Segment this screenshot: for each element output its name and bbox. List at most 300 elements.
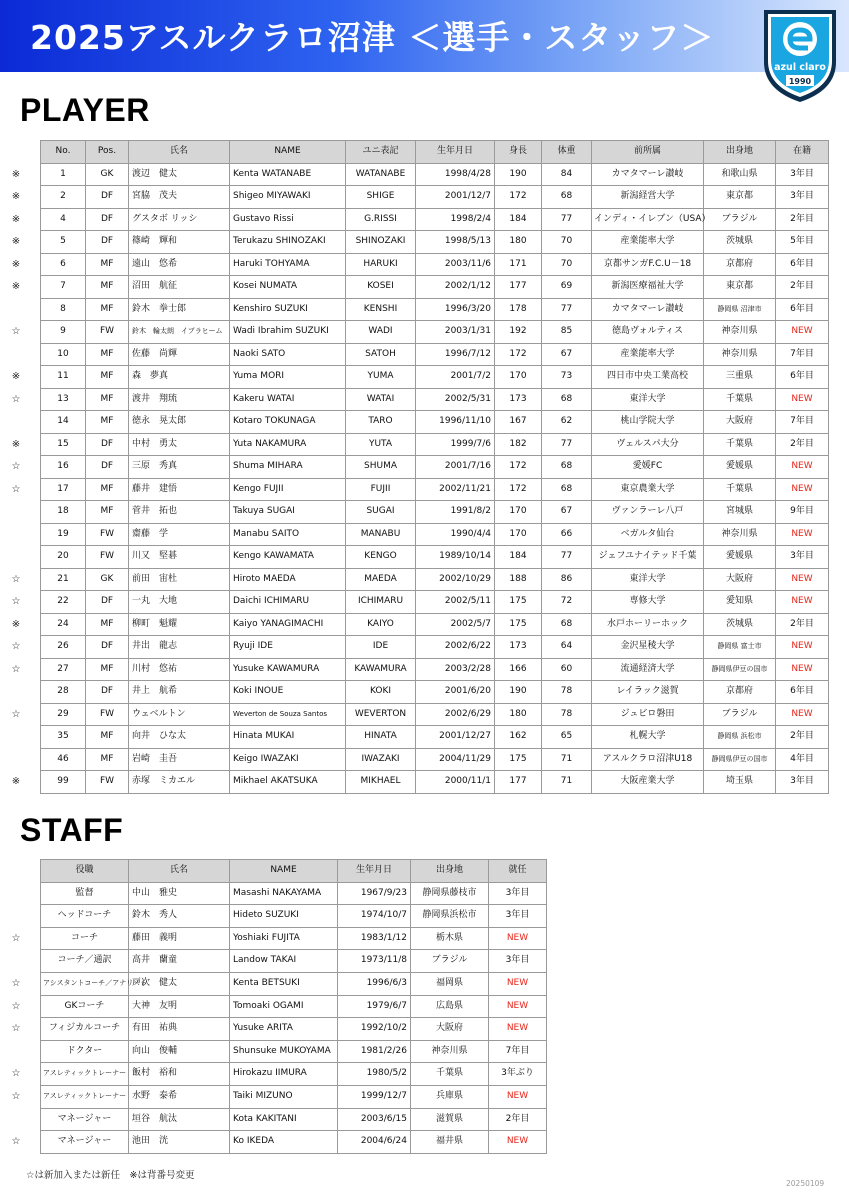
player-row bbox=[41, 276, 829, 299]
staff-origin: ブラジル bbox=[411, 950, 489, 973]
player-name-jp: 岩崎 圭吾 bbox=[129, 748, 230, 771]
column-header: NAME bbox=[230, 860, 338, 883]
column-header: ユニ表記 bbox=[346, 141, 416, 164]
player-height: 188 bbox=[495, 568, 542, 591]
player-name-jp: 渡井 翔琉 bbox=[129, 388, 230, 411]
player-mark: ※ bbox=[11, 168, 21, 180]
staff-origin: 静岡県藤枝市 bbox=[411, 882, 489, 905]
player-no: 28 bbox=[41, 681, 86, 704]
player-uni: TARO bbox=[346, 411, 416, 434]
player-origin: 大阪府 bbox=[704, 568, 776, 591]
player-mark: ☆ bbox=[11, 596, 21, 607]
column-header: 体重 bbox=[542, 141, 592, 164]
player-name-en: Gustavo Rissi bbox=[230, 208, 346, 231]
column-header: 氏名 bbox=[129, 860, 230, 883]
staff-birth: 1999/12/7 bbox=[338, 1085, 411, 1108]
staff-name-en: Yoshiaki FUJITA bbox=[230, 927, 338, 950]
player-birth: 1999/7/6 bbox=[416, 433, 495, 456]
player-row bbox=[41, 613, 829, 636]
staff-role: アスレティックトレーナー bbox=[41, 1085, 129, 1108]
player-height: 172 bbox=[495, 478, 542, 501]
player-table bbox=[40, 140, 829, 794]
player-mark: ☆ bbox=[11, 483, 21, 495]
player-name-en: Koki INOUE bbox=[230, 681, 346, 704]
player-weight: 77 bbox=[542, 546, 592, 569]
player-name-en: Keigo IWAZAKI bbox=[230, 748, 346, 771]
player-uni: SHUMA bbox=[346, 456, 416, 479]
player-no: 6 bbox=[41, 253, 86, 276]
staff-tenure: 3年目 bbox=[489, 882, 547, 905]
player-weight: 64 bbox=[542, 636, 592, 659]
player-origin: 京都府 bbox=[704, 681, 776, 704]
player-name-en: Mikhael AKATSUKA bbox=[230, 771, 346, 794]
staff-tenure: NEW bbox=[489, 1131, 547, 1154]
staff-origin: 兵庫県 bbox=[411, 1085, 489, 1108]
column-header: No. bbox=[41, 141, 86, 164]
player-uni: IDE bbox=[346, 636, 416, 659]
player-row bbox=[41, 681, 829, 704]
player-weight: 77 bbox=[542, 433, 592, 456]
player-uni: KOSEI bbox=[346, 276, 416, 299]
player-origin: 東京都 bbox=[704, 276, 776, 299]
player-row bbox=[41, 298, 829, 321]
player-row bbox=[41, 591, 829, 614]
player-mark: ☆ bbox=[11, 461, 21, 472]
player-mark: ※ bbox=[11, 191, 21, 202]
player-height: 184 bbox=[495, 208, 542, 231]
player-mark: ※ bbox=[11, 281, 21, 292]
player-weight: 66 bbox=[542, 523, 592, 546]
column-header: 役職 bbox=[41, 860, 129, 883]
player-origin: 和歌山県 bbox=[704, 163, 776, 186]
player-birth: 1996/3/20 bbox=[416, 298, 495, 321]
staff-birth: 1996/6/3 bbox=[338, 972, 411, 995]
player-birth: 2001/6/20 bbox=[416, 681, 495, 704]
player-weight: 77 bbox=[542, 208, 592, 231]
player-tenure: NEW bbox=[776, 658, 829, 681]
player-tenure: NEW bbox=[776, 703, 829, 726]
footnote: ☆は新加入または新任 ※は背番号変更 bbox=[26, 1170, 195, 1181]
staff-mark: ☆ bbox=[11, 932, 21, 944]
player-origin: 静岡県 浜松市 bbox=[704, 726, 776, 749]
staff-role: アスレティックトレーナー bbox=[41, 1063, 129, 1086]
player-birth: 1998/5/13 bbox=[416, 231, 495, 254]
player-tenure: NEW bbox=[776, 456, 829, 479]
player-mark: ※ bbox=[11, 258, 21, 270]
player-name-en: Shuma MIHARA bbox=[230, 456, 346, 479]
player-uni: SUGAI bbox=[346, 501, 416, 524]
staff-tenure: 3年目 bbox=[489, 950, 547, 973]
player-pos: MF bbox=[86, 276, 129, 299]
player-no: 16 bbox=[41, 456, 86, 479]
player-birth: 2004/11/29 bbox=[416, 748, 495, 771]
staff-name-en: Shunsuke MUKOYAMA bbox=[230, 1040, 338, 1063]
staff-row bbox=[41, 1085, 547, 1108]
player-origin: 静岡県伊豆の国市 bbox=[704, 658, 776, 681]
player-name-en: Kaiyo YANAGIMACHI bbox=[230, 613, 346, 636]
player-row bbox=[41, 523, 829, 546]
staff-mark: ☆ bbox=[11, 1136, 21, 1148]
player-row bbox=[41, 456, 829, 479]
player-birth: 2003/11/6 bbox=[416, 253, 495, 276]
player-name-jp: 徳永 晃太郎 bbox=[129, 411, 230, 434]
page-title: 2025アスルクラロ沼津 ＜選手・スタッフ＞ bbox=[30, 18, 715, 57]
player-weight: 68 bbox=[542, 456, 592, 479]
staff-table bbox=[40, 859, 547, 1154]
column-header: Pos. bbox=[86, 141, 129, 164]
player-weight: 78 bbox=[542, 681, 592, 704]
player-tenure: 3年目 bbox=[776, 163, 829, 186]
player-prev: カマタマーレ讃岐 bbox=[592, 163, 704, 186]
staff-origin: 大阪府 bbox=[411, 1018, 489, 1041]
staff-name-jp: 飯村 裕和 bbox=[129, 1063, 230, 1086]
player-mark: ☆ bbox=[11, 393, 21, 405]
player-row bbox=[41, 433, 829, 456]
staff-tenure: NEW bbox=[489, 995, 547, 1018]
player-name-jp: 井上 航希 bbox=[129, 681, 230, 704]
player-name-en: Weverton de Souza Santos bbox=[230, 703, 346, 726]
staff-tenure: 2年目 bbox=[489, 1108, 547, 1131]
staff-row bbox=[41, 1108, 547, 1131]
player-row bbox=[41, 321, 829, 344]
staff-mark: ☆ bbox=[11, 1068, 21, 1080]
player-no: 35 bbox=[41, 726, 86, 749]
player-uni: FUJII bbox=[346, 478, 416, 501]
staff-name-jp: 高井 蘭童 bbox=[129, 950, 230, 973]
staff-name-jp: 中山 雅史 bbox=[129, 882, 230, 905]
player-birth: 2002/5/31 bbox=[416, 388, 495, 411]
player-weight: 86 bbox=[542, 568, 592, 591]
staff-name-jp: 池田 洸 bbox=[129, 1131, 230, 1154]
player-birth: 2001/7/2 bbox=[416, 366, 495, 389]
player-mark: ※ bbox=[11, 438, 21, 450]
player-no: 14 bbox=[41, 411, 86, 434]
player-uni: KENSHI bbox=[346, 298, 416, 321]
player-tenure: 6年目 bbox=[776, 681, 829, 704]
staff-role: コーチ／通訳 bbox=[41, 950, 129, 973]
player-height: 178 bbox=[495, 298, 542, 321]
player-weight: 71 bbox=[542, 748, 592, 771]
player-name-en: Wadi Ibrahim SUZUKI bbox=[230, 321, 346, 344]
player-height: 173 bbox=[495, 636, 542, 659]
player-birth: 1996/11/10 bbox=[416, 411, 495, 434]
player-no: 13 bbox=[41, 388, 86, 411]
player-weight: 67 bbox=[542, 343, 592, 366]
player-mark: ☆ bbox=[11, 641, 21, 652]
player-name-jp: 菅井 拓也 bbox=[129, 501, 230, 524]
player-pos: MF bbox=[86, 613, 129, 636]
player-origin: 神奈川県 bbox=[704, 343, 776, 366]
player-prev: ヴァンラーレ八戸 bbox=[592, 501, 704, 524]
staff-tenure: NEW bbox=[489, 927, 547, 950]
player-name-jp: 中村 勇太 bbox=[129, 433, 230, 456]
player-mark: ☆ bbox=[11, 573, 21, 585]
player-tenure: 6年目 bbox=[776, 298, 829, 321]
player-name-en: Daichi ICHIMARU bbox=[230, 591, 346, 614]
player-birth: 2002/11/21 bbox=[416, 478, 495, 501]
player-no: 11 bbox=[41, 366, 86, 389]
staff-name-jp: 藤田 義明 bbox=[129, 927, 230, 950]
player-row bbox=[41, 658, 829, 681]
player-name-jp: 前田 宙杜 bbox=[129, 568, 230, 591]
player-name-jp: 宮脇 茂夫 bbox=[129, 186, 230, 209]
player-name-jp: 齋藤 学 bbox=[129, 523, 230, 546]
player-weight: 68 bbox=[542, 613, 592, 636]
player-origin: ブラジル bbox=[704, 703, 776, 726]
player-no: 2 bbox=[41, 186, 86, 209]
player-mark: ※ bbox=[11, 236, 21, 247]
player-pos: MF bbox=[86, 366, 129, 389]
player-no: 9 bbox=[41, 321, 86, 344]
player-name-jp: 三原 秀真 bbox=[129, 456, 230, 479]
player-name-en: Kosei NUMATA bbox=[230, 276, 346, 299]
staff-name-jp: 大神 友明 bbox=[129, 995, 230, 1018]
player-tenure: 2年目 bbox=[776, 613, 829, 636]
staff-role: マネージャー bbox=[41, 1131, 129, 1154]
player-name-en: Kengo KAWAMATA bbox=[230, 546, 346, 569]
player-prev: アスルクラロ沼津U18 bbox=[592, 748, 704, 771]
player-prev: 新潟医療福祉大学 bbox=[592, 276, 704, 299]
player-origin: 茨城県 bbox=[704, 231, 776, 254]
staff-role: GKコーチ bbox=[41, 995, 129, 1018]
player-pos: MF bbox=[86, 411, 129, 434]
player-no: 26 bbox=[41, 636, 86, 659]
player-weight: 84 bbox=[542, 163, 592, 186]
player-origin: 静岡県 富士市 bbox=[704, 636, 776, 659]
player-weight: 68 bbox=[542, 478, 592, 501]
staff-name-en: Kota KAKITANI bbox=[230, 1108, 338, 1131]
player-origin: 静岡県 沼津市 bbox=[704, 298, 776, 321]
player-row bbox=[41, 411, 829, 434]
player-prev: 徳島ヴォルティス bbox=[592, 321, 704, 344]
player-name-en: Manabu SAITO bbox=[230, 523, 346, 546]
player-uni: MANABU bbox=[346, 523, 416, 546]
player-uni: MAEDA bbox=[346, 568, 416, 591]
player-tenure: 7年目 bbox=[776, 411, 829, 434]
player-height: 190 bbox=[495, 163, 542, 186]
player-name-jp: 藤井 建悟 bbox=[129, 478, 230, 501]
staff-name-en: Hideto SUZUKI bbox=[230, 905, 338, 928]
player-name-jp: 一丸 大地 bbox=[129, 591, 230, 614]
player-weight: 78 bbox=[542, 703, 592, 726]
player-birth: 2002/5/7 bbox=[416, 613, 495, 636]
staff-role: マネージャー bbox=[41, 1108, 129, 1131]
player-weight: 85 bbox=[542, 321, 592, 344]
player-prev: 東洋大学 bbox=[592, 568, 704, 591]
player-pos: FW bbox=[86, 771, 129, 794]
player-row bbox=[41, 208, 829, 231]
column-header: 出身地 bbox=[704, 141, 776, 164]
staff-name-en: Hirokazu IIMURA bbox=[230, 1063, 338, 1086]
header-banner bbox=[0, 0, 849, 72]
player-tenure: 3年目 bbox=[776, 186, 829, 209]
player-height: 177 bbox=[495, 771, 542, 794]
player-no: 22 bbox=[41, 591, 86, 614]
player-birth: 1998/4/28 bbox=[416, 163, 495, 186]
player-pos: MF bbox=[86, 658, 129, 681]
player-prev: 産業能率大学 bbox=[592, 343, 704, 366]
player-height: 175 bbox=[495, 613, 542, 636]
player-no: 1 bbox=[41, 163, 86, 186]
staff-row bbox=[41, 995, 547, 1018]
player-height: 180 bbox=[495, 231, 542, 254]
player-mark: ※ bbox=[11, 213, 21, 225]
player-pos: MF bbox=[86, 343, 129, 366]
player-prev: 東京農業大学 bbox=[592, 478, 704, 501]
player-row bbox=[41, 568, 829, 591]
player-birth: 1996/7/12 bbox=[416, 343, 495, 366]
player-row bbox=[41, 546, 829, 569]
player-height: 172 bbox=[495, 343, 542, 366]
player-origin: 愛媛県 bbox=[704, 456, 776, 479]
player-row bbox=[41, 636, 829, 659]
player-pos: DF bbox=[86, 591, 129, 614]
player-tenure: 6年目 bbox=[776, 366, 829, 389]
player-pos: FW bbox=[86, 321, 129, 344]
player-birth: 2003/2/28 bbox=[416, 658, 495, 681]
player-height: 172 bbox=[495, 186, 542, 209]
player-tenure: 2年目 bbox=[776, 726, 829, 749]
staff-name-en: Kenta BETSUKI bbox=[230, 972, 338, 995]
player-height: 182 bbox=[495, 433, 542, 456]
player-mark: ☆ bbox=[11, 708, 21, 720]
player-no: 8 bbox=[41, 298, 86, 321]
staff-mark: ☆ bbox=[11, 1091, 21, 1102]
player-origin: 千葉県 bbox=[704, 478, 776, 501]
player-row bbox=[41, 388, 829, 411]
player-prev: レイラック滋賀 bbox=[592, 681, 704, 704]
player-uni: ICHIMARU bbox=[346, 591, 416, 614]
player-tenure: 7年目 bbox=[776, 343, 829, 366]
staff-role: アシスタントコーチ／アナリスト bbox=[41, 972, 129, 995]
player-no: 20 bbox=[41, 546, 86, 569]
player-origin: 静岡県伊豆の国市 bbox=[704, 748, 776, 771]
player-name-en: Terukazu SHINOZAKI bbox=[230, 231, 346, 254]
player-pos: DF bbox=[86, 231, 129, 254]
staff-birth: 1974/10/7 bbox=[338, 905, 411, 928]
player-weight: 69 bbox=[542, 276, 592, 299]
player-birth: 2003/1/31 bbox=[416, 321, 495, 344]
player-tenure: NEW bbox=[776, 478, 829, 501]
player-weight: 77 bbox=[542, 298, 592, 321]
player-weight: 68 bbox=[542, 388, 592, 411]
player-origin: ブラジル bbox=[704, 208, 776, 231]
player-name-jp: 佐藤 尚輝 bbox=[129, 343, 230, 366]
staff-row bbox=[41, 1018, 547, 1041]
player-birth: 2002/1/12 bbox=[416, 276, 495, 299]
player-uni: KAWAMURA bbox=[346, 658, 416, 681]
staff-name-en: Taiki MIZUNO bbox=[230, 1085, 338, 1108]
player-uni: HARUKI bbox=[346, 253, 416, 276]
player-height: 175 bbox=[495, 591, 542, 614]
player-mark: ☆ bbox=[11, 663, 21, 675]
staff-role: ドクター bbox=[41, 1040, 129, 1063]
staff-mark: ☆ bbox=[11, 1000, 21, 1012]
player-uni: SATOH bbox=[346, 343, 416, 366]
staff-row bbox=[41, 1040, 547, 1063]
staff-role: ヘッドコーチ bbox=[41, 905, 129, 928]
player-row bbox=[41, 501, 829, 524]
player-origin: 千葉県 bbox=[704, 388, 776, 411]
staff-name-jp: 有田 祐典 bbox=[129, 1018, 230, 1041]
player-name-en: Haruki TOHYAMA bbox=[230, 253, 346, 276]
player-name-en: Yuma MORI bbox=[230, 366, 346, 389]
player-mark: ※ bbox=[11, 371, 21, 382]
player-birth: 2002/6/22 bbox=[416, 636, 495, 659]
player-tenure: NEW bbox=[776, 636, 829, 659]
player-uni: WEVERTON bbox=[346, 703, 416, 726]
player-no: 17 bbox=[41, 478, 86, 501]
staff-mark: ☆ bbox=[11, 978, 21, 989]
player-tenure: 4年目 bbox=[776, 748, 829, 771]
staff-birth: 1981/2/26 bbox=[338, 1040, 411, 1063]
player-mark: ※ bbox=[11, 776, 21, 787]
player-prev: ジュビロ磐田 bbox=[592, 703, 704, 726]
player-prev: 新潟経営大学 bbox=[592, 186, 704, 209]
staff-name-jp: 鈴木 秀人 bbox=[129, 905, 230, 928]
player-tenure: NEW bbox=[776, 388, 829, 411]
player-name-jp: 森 夢真 bbox=[129, 366, 230, 389]
player-name-jp: 川村 悠祐 bbox=[129, 658, 230, 681]
player-origin: 大阪府 bbox=[704, 411, 776, 434]
staff-origin: 静岡県浜松市 bbox=[411, 905, 489, 928]
player-pos: MF bbox=[86, 726, 129, 749]
player-prev: 水戸ホーリーホック bbox=[592, 613, 704, 636]
player-uni: SHIGE bbox=[346, 186, 416, 209]
column-header: 前所属 bbox=[592, 141, 704, 164]
player-origin: 京都府 bbox=[704, 253, 776, 276]
player-birth: 2002/6/29 bbox=[416, 703, 495, 726]
player-pos: DF bbox=[86, 681, 129, 704]
player-birth: 1991/8/2 bbox=[416, 501, 495, 524]
player-height: 170 bbox=[495, 523, 542, 546]
player-name-en: Yusuke KAWAMURA bbox=[230, 658, 346, 681]
player-tenure: NEW bbox=[776, 523, 829, 546]
staff-tenure: NEW bbox=[489, 1018, 547, 1041]
player-tenure: 6年目 bbox=[776, 253, 829, 276]
player-uni: SHINOZAKI bbox=[346, 231, 416, 254]
staff-tenure: 3年目 bbox=[489, 905, 547, 928]
player-birth: 2000/11/1 bbox=[416, 771, 495, 794]
player-name-en: Hiroto MAEDA bbox=[230, 568, 346, 591]
player-uni: WADI bbox=[346, 321, 416, 344]
staff-birth: 1973/11/8 bbox=[338, 950, 411, 973]
staff-table-header bbox=[41, 860, 547, 883]
player-uni: KENGO bbox=[346, 546, 416, 569]
player-height: 184 bbox=[495, 546, 542, 569]
player-name-en: Takuya SUGAI bbox=[230, 501, 346, 524]
column-header: 出身地 bbox=[411, 860, 489, 883]
player-height: 175 bbox=[495, 748, 542, 771]
player-row bbox=[41, 343, 829, 366]
staff-name-jp: 向山 俊輔 bbox=[129, 1040, 230, 1063]
staff-tenure: 3年ぶり bbox=[489, 1063, 547, 1086]
player-name-jp: 鈴木 輪太朗 イブラヒーム bbox=[129, 321, 230, 344]
player-prev: 流通経済大学 bbox=[592, 658, 704, 681]
staff-origin: 広島県 bbox=[411, 995, 489, 1018]
player-weight: 68 bbox=[542, 186, 592, 209]
staff-origin: 千葉県 bbox=[411, 1063, 489, 1086]
player-prev: 東洋大学 bbox=[592, 388, 704, 411]
player-no: 99 bbox=[41, 771, 86, 794]
player-prev: インディ・イレブン（USA） bbox=[592, 208, 704, 231]
player-tenure: NEW bbox=[776, 591, 829, 614]
player-height: 177 bbox=[495, 276, 542, 299]
player-name-en: Kenshiro SUZUKI bbox=[230, 298, 346, 321]
player-no: 19 bbox=[41, 523, 86, 546]
player-height: 167 bbox=[495, 411, 542, 434]
player-tenure: 3年目 bbox=[776, 546, 829, 569]
